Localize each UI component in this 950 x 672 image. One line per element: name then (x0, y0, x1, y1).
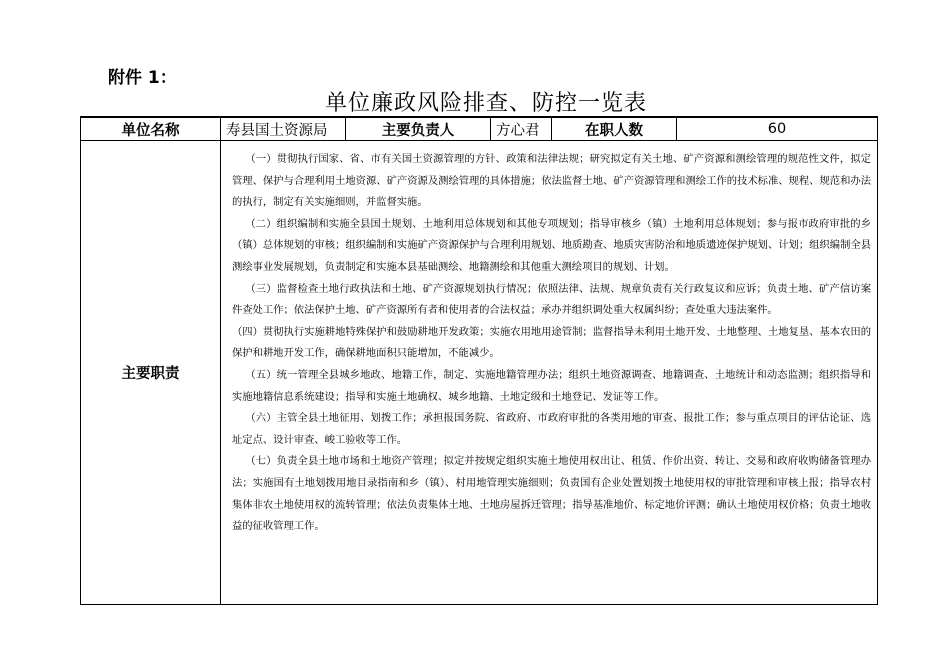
risk-table (80, 116, 878, 605)
duty-paragraph-6: （六）主管全县土地征用、划拨工作；承担报国务院、省政府、市政府审批的各类用地的审查、报批工作；参与重点项目的评估论证、选址定点、设计审查、峻工验收等工作。 (232, 412, 871, 446)
duty-paragraph-1: （一）贯彻执行国家、省、市有关国土资源管理的方针、政策和法律法规；研究拟定有关土地、矿产资源和测绘管理的规范性文件，拟定管理、保护与合理利用土地资源、矿产资源及测绘管理的具体措施；依法监督土地、矿产资源管理和测绘工作的技术标准、规程、规范和办法的执行，制定有关实施细则，并监督实施。 (232, 153, 871, 209)
duty-paragraph-7: （七）负责全县土地市场和土地资产管理；拟定并按规定组织实施土地使用权出让、租赁、作价出资、转让、交易和政府收购储备管理办法；实施国有土地划拨用地目录指南和乡（镇）、村用地管理实施细则；负责国有企业处置划拨土地使用权的审批管理和审核上报；指导农村集体非农土地使用权的流转管理；依法负责集体土地、土地房屋拆迁管理；指导基准地价、标定地价评测；确认土地使用权价格；负责土地收益的征收管理工作。 (232, 455, 871, 533)
duty-paragraph-3: （三）监督检查土地行政执法和土地、矿产资源规划执行情况；依照法律、法规、规章负责有关行政复议和应诉；负责土地、矿产信访案件查处工作；依法保护土地、矿产资源所有者和使用者的合法权益；承办并组织调处重大权属纠纷；查处重大违法案件。 (232, 282, 871, 317)
staff-count-label: 在职人数 (552, 117, 677, 141)
unit-name-label: 单位名称 (81, 117, 221, 141)
staff-count-value: 60 (677, 117, 878, 141)
leader-value: 方心君 (491, 117, 552, 141)
duties-label: 主要职责 (81, 141, 221, 605)
duties-row (81, 141, 878, 605)
unit-name-value: 寿县国土资源局 (221, 117, 346, 141)
leader-label: 主要负责人 (346, 117, 491, 141)
document-title: 单位廉政风险排查、防控一览表 (324, 91, 647, 116)
duty-paragraph-5: （五）统一管理全县城乡地政、地籍工作，制定、实施地籍管理办法；组织土地资源调查、地籍调查、土地统计和动态监测；组织指导和实施地籍信息系统建设；指导和实施土地确权、城乡地籍、土地定级和土地登记、发证等工作。 (232, 368, 871, 403)
duty-paragraph-4: （四）贯彻执行实施耕地特殊保护和鼓励耕地开发政策；实施农用地用途管制；监督指导未利用土地开发、土地整理、土地复垦、基本农田的保护和耕地开发工作，确保耕地面积只能增加，不能减少。 (232, 325, 871, 360)
duty-paragraph-2: （二）组织编制和实施全县国土规划、土地利用总体规划和其他专项规划；指导审核乡（镇）土地利用总体规划；参与报市政府审批的乡（镇）总体规划的审核；组织编制和实施矿产资源保护与合理利用规划、地质勘查、地质灾害防治和地质遗迹保护规划、计划；组织编制全县测绘事业发展规划，负责制定和实施本县基础测绘、地籍测绘和其他重大测绘项目的规划、计划。 (232, 217, 871, 273)
header-row (81, 117, 878, 141)
attachment-label: 附件 1： (108, 68, 177, 88)
duties-content (221, 141, 878, 605)
